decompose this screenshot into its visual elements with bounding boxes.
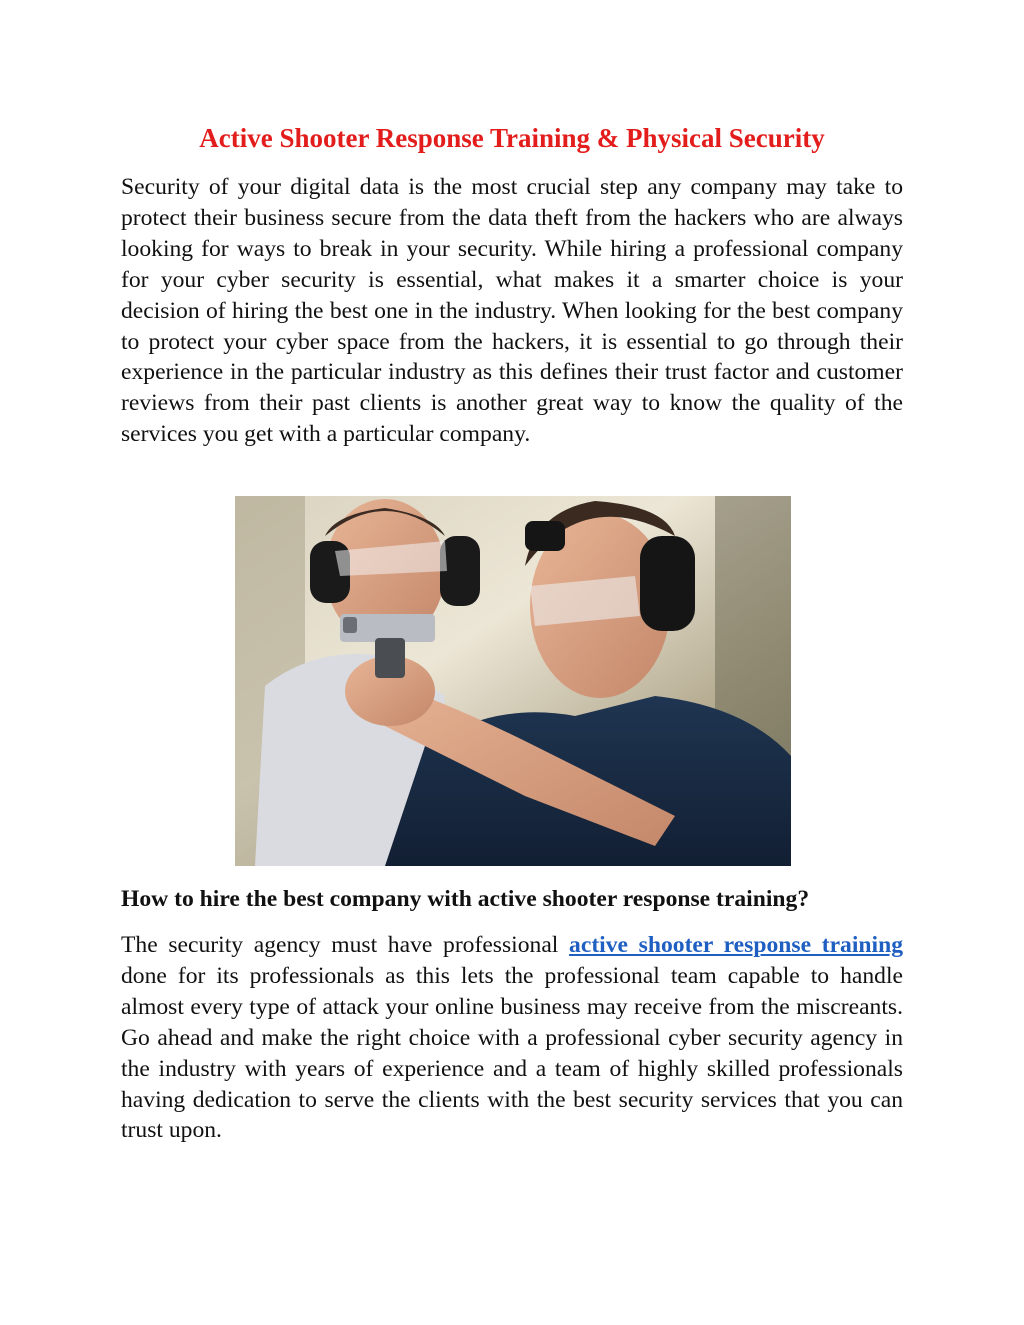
body-paragraph [121, 930, 903, 1146]
paragraph-text-after-link: done for its professionals as this lets the professional team capable to handle almost every type of attack your online business may receive from the miscreants. Go ahead and make the right choice with a professional cyber security agency in the industry with years of experience and a team of highly skilled professionals having dedication to serve the clients with the best security services that you can trust upon. [121, 962, 903, 1144]
section-heading: How to hire the best company with active shooter response training? [121, 886, 810, 912]
page-title: Active Shooter Response Training & Physical Security [199, 123, 825, 153]
active-shooter-training-link[interactable]: active shooter response training [569, 932, 903, 958]
paragraph-text-before-link: The security agency must have professional [121, 932, 570, 958]
shooting-range-photo [235, 496, 791, 866]
intro-paragraph: Security of your digital data is the most crucial step any company may take to protect their business secure from the data theft from the hackers who are always looking for ways to break in your security. While hiring a professional company for your cyber security is essential, what makes it a smarter choice is your decision of hiring the best one in the industry. When looking for the best company to protect your cyber space from the hackers, it is essential to go through their experience in the particular industry as this defines their trust factor and customer reviews from their past clients is another great way to know the quality of the services you get with a particular company. [121, 174, 903, 448]
